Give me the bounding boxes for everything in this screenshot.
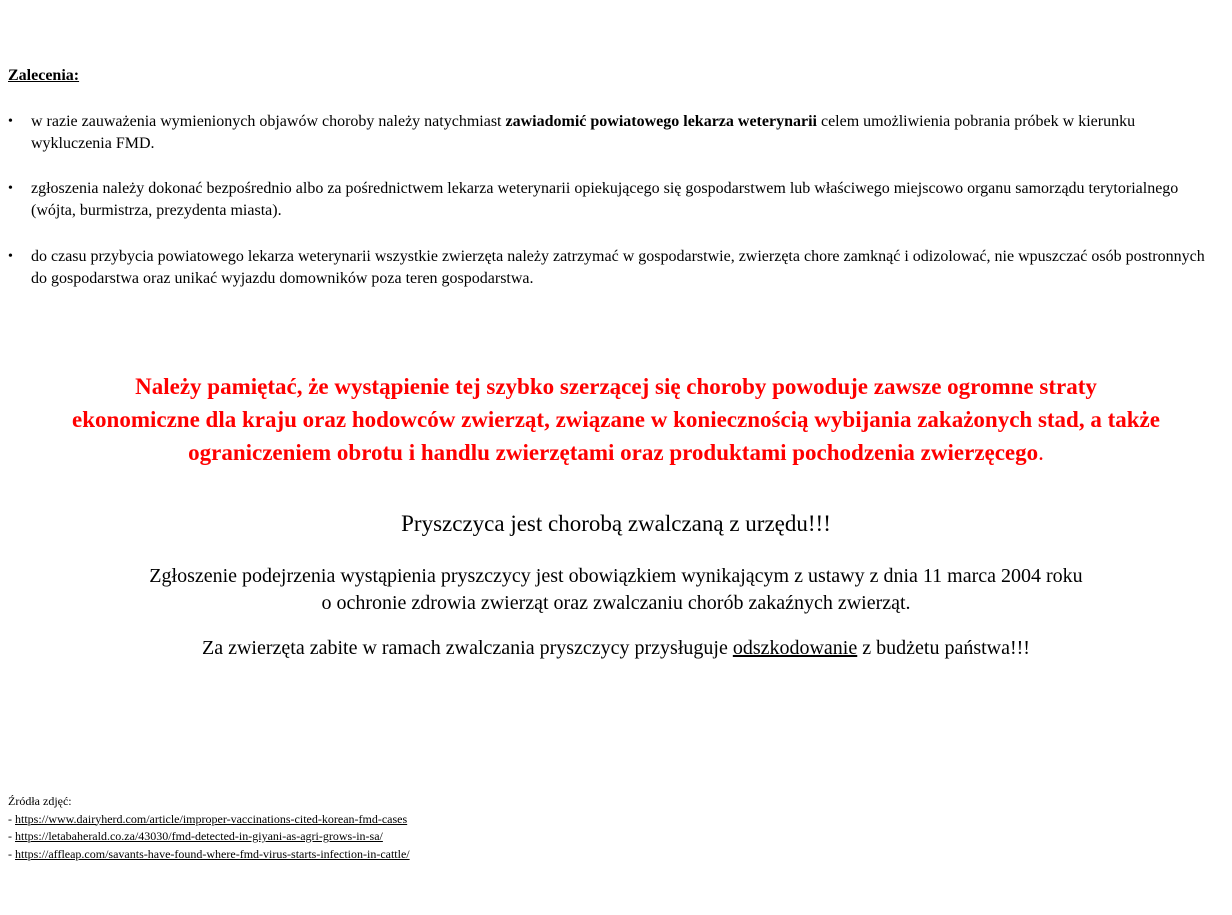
bullet-icon: • [8,114,13,129]
notice-text: Pryszczyca jest chorobą zwalczaną z urzędu!!! [401,511,831,536]
source-link[interactable]: https://affleap.com/savants-have-found-where-fmd-virus-starts-infection-in-cattle/ [15,846,410,861]
source-prefix: - [8,811,15,826]
compensation-link[interactable]: odszkodowanie [732,637,858,659]
source-link[interactable]: https://www.dairyherd.com/article/improper-vaccinations-cited-korean-fmd-cases [15,811,408,826]
list-item-text: do czasu przybycia powiatowego lekarza weterynarii wszystkie zwierzęta należy zatrzymać w gospodarstwie, zwierzęta chore zamknąć i odizolować, nie wpuszczać osób postronnych do gospodarstwa oraz unikać wyjazdu domowników poza teren gospodarstwa. [31,248,1205,287]
law-line: Zgłoszenie podejrzenia wystąpienia pryszczycy jest obowiązkiem wynikającym z ustawy z dnia 11 marca 2004 roku [149,565,1083,587]
image-sources [8,793,410,863]
list-item-text-part: celem umożliwienia pobrania próbek w kierunku wykluczenia FMD. [31,113,1136,152]
recommendations-heading: Zalecenia: [8,67,80,84]
bullet-icon: • [8,249,13,264]
list-item-text: zgłoszenia należy dokonać bezpośrednio albo za pośrednictwem lekarza weterynarii opiekującego się gospodarstwem lub właściwego miejscowo organu samorządu terytorialnego (wójta, burmistrza, prezydenta miasta). [31,180,1179,219]
source-link[interactable]: https://letabaherald.co.za/43030/fmd-detected-in-giyani-as-agri-grows-in-sa/ [15,829,383,843]
list-item-text-part: w razie zauważenia wymienionych objawów choroby należy natychmiast [31,113,506,130]
source-line [8,846,410,864]
compensation-text: z budżetu państwa!!! [857,637,1030,659]
warning-line: ograniczeniem obrotu i handlu zwierzętami oraz produktami pochodzenia zwierzęcego [188,440,1039,465]
law-line: o ochronie zdrowia zwierząt oraz zwalczaniu chorób zakaźnych zwierząt. [321,592,911,614]
compensation-paragraph [0,635,1232,662]
list-item-text [31,111,1211,155]
warning-paragraph [0,370,1232,469]
sources-label: Źródła zdjęć: [8,794,72,808]
bullet-icon: • [8,181,13,196]
source-line [8,811,410,829]
source-prefix: - [8,846,15,861]
source-line [8,828,410,846]
list-item-emphasis: zawiadomić powiatowego lekarza weterynarii [505,113,817,130]
source-prefix: - [8,829,15,843]
warning-line: ekonomiczne dla kraju oraz hodowców zwierząt, związane w koniecznością wybijania zakażonych stad, a także [72,407,1160,432]
law-paragraph [0,563,1232,617]
warning-line: Należy pamiętać, że wystąpienie tej szybko szerzącej się choroby powoduje zawsze ogromne straty [135,374,1097,399]
warning-end: . [1038,440,1044,465]
compensation-text: Za zwierzęta zabite w ramach zwalczania pryszczycy przysługuje [202,637,733,659]
